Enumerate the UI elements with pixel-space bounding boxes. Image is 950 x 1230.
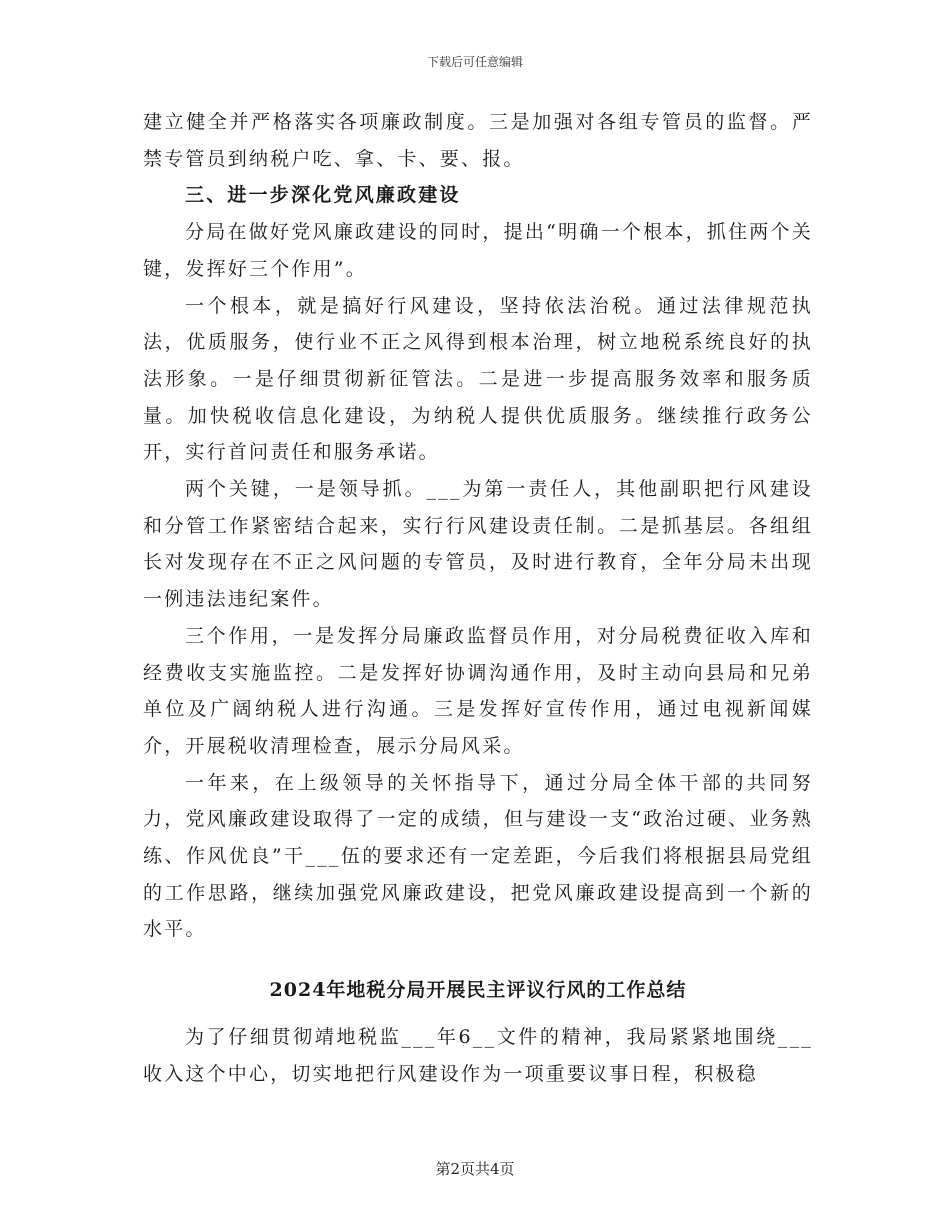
document-title: 2024年地税分局开展民主评议行风的工作总结 — [269, 979, 687, 1002]
page-number: 第2页共4页 — [435, 1160, 515, 1178]
page-header: 下载后可任意编辑 — [426, 55, 523, 69]
paragraph-intro: 分局在做好党风廉政建设的同时，提出“明确一个根本，抓住两个关键，发挥好三个作用”。 — [143, 221, 813, 280]
paragraph-conclusion: 一年来，在上级领导的关怀指导下，通过分局全体干部的共同努力，党风廉政建设取得了一定的成绩，但与建设一支“政治过硬、业务熟练、作风优良”干___伍的要求还有一定差距，今后我们将根据县局党组的工作思路，继续加强党风廉政建设，把党风廉政建设提高到一个新的水平。 — [143, 771, 813, 941]
paragraph-two-keys: 两个关键，一是领导抓。___为第一责任人，其他副职把行风建设和分管工作紧密结合起来，实行行风建设责任制。二是抓基层。各组组长对发现存在不正之风问题的专管员，及时进行教育，全年分局未出现一例违法违纪案件。 — [143, 478, 813, 611]
paragraph-continued: 建立健全并严格落实各项廉政制度。三是加强对各组专管员的监督。严禁专管员到纳税户吃、拿、卡、要、报。 — [143, 111, 813, 170]
section-heading-3: 三、进一步深化党风廉政建设 — [185, 184, 461, 207]
paragraph-opening: 为了仔细贯彻靖地税监___年6__文件的精神，我局紧紧地围绕___收入这个中心，切实地把行风建设作为一项重要议事日程，积极稳 — [143, 1025, 813, 1085]
paragraph-three-roles: 三个作用，一是发挥分局廉政监督员作用，对分局税费征收入库和经费收支实施监控。二是发挥好协调沟通作用，及时主动向县局和兄弟单位及广阔纳税人进行沟通。三是发挥好宣传作用，通过电视新闻媒介，开展税收清理检查，展示分局风采。 — [143, 624, 813, 757]
paragraph-one-root: 一个根本，就是搞好行风建设，坚持依法治税。通过法律规范执法，优质服务，使行业不正之风得到根本治理，树立地税系统良好的执法形象。一是仔细贯彻新征管法。二是进一步提高服务效率和服务质量。加快税收信息化建设，为纳税人提供优质服务。继续推行政务公开，实行首问责任和服务承诺。 — [143, 294, 813, 464]
document-body — [143, 104, 813, 1092]
